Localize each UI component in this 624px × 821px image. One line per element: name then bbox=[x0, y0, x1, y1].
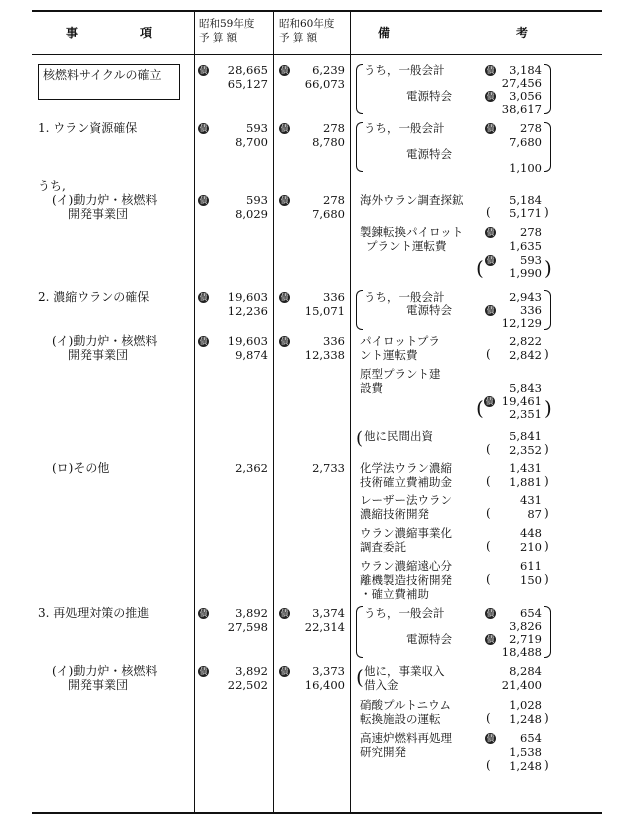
row3-note1b: 5,171 bbox=[509, 206, 542, 220]
bond-marker-icon: 債 bbox=[280, 337, 289, 346]
row8-note3-v2: 1,538 bbox=[509, 745, 542, 759]
row7-note2b: 18,488 bbox=[501, 645, 542, 659]
row5-note1-v2: 2,842 bbox=[509, 348, 542, 362]
paren-close: ) bbox=[544, 396, 552, 420]
bond-marker-icon: 債 bbox=[486, 92, 495, 101]
row2-note2: 電源特会 bbox=[406, 147, 452, 161]
row6-note1-a: 化学法ウラン濃縮 bbox=[360, 461, 452, 475]
bond-marker-icon: 債 bbox=[199, 124, 208, 133]
row8-note3-v3: 1,248 bbox=[509, 759, 542, 773]
row6-note1-b: 技術確立費補助金 bbox=[360, 475, 452, 489]
row6-note1-v2: 1,881 bbox=[509, 475, 542, 489]
row5-note2-v2: 19,461 bbox=[501, 394, 542, 408]
paren-close: ) bbox=[544, 442, 549, 456]
paren-open: ( bbox=[486, 758, 491, 772]
row2-v59b: 8,700 bbox=[235, 135, 268, 149]
row8-v59a: 3,892 bbox=[235, 664, 268, 678]
row1-note1: うち，一般会計 bbox=[364, 63, 445, 77]
row5-note2-b: 設費 bbox=[360, 381, 383, 395]
paren-close: ) bbox=[544, 758, 549, 772]
paren-open: ( bbox=[486, 539, 491, 553]
paren-close: ) bbox=[544, 474, 549, 488]
bond-marker-icon: 債 bbox=[199, 337, 208, 346]
row8-note3-a: 高速炉燃料再処理 bbox=[360, 731, 452, 745]
row7-note2: 電源特会 bbox=[406, 632, 452, 646]
row4-v60b: 15,071 bbox=[304, 304, 345, 318]
row2-note1b: 7,680 bbox=[509, 135, 542, 149]
row8-title-1: (イ)動力炉・核燃料 bbox=[52, 664, 158, 678]
bond-marker-icon: 債 bbox=[280, 124, 289, 133]
row6-title: (ロ)その他 bbox=[52, 461, 110, 475]
row3-note1a: 5,184 bbox=[509, 193, 542, 207]
row5-note1-a: パイロットプラ bbox=[360, 334, 440, 348]
header-fy59-budget: 予 算 額 bbox=[199, 32, 238, 44]
row5-note3-v2: 2,352 bbox=[509, 443, 542, 457]
bond-marker-icon: 債 bbox=[486, 228, 495, 237]
bond-marker-icon: 債 bbox=[486, 306, 495, 315]
col-divider-1 bbox=[194, 10, 195, 813]
row7-v59a: 3,892 bbox=[235, 606, 268, 620]
row3-note2-v3: 593 bbox=[520, 253, 542, 267]
row5-v60b: 12,338 bbox=[304, 348, 345, 362]
paren-open: ( bbox=[486, 442, 491, 456]
row6-note4-a: ウラン濃縮遠心分 bbox=[360, 559, 452, 573]
row1-note2a: 3,056 bbox=[509, 89, 542, 103]
row3-pre: うち, bbox=[38, 179, 66, 193]
row4-note2: 電源特会 bbox=[406, 303, 452, 317]
row7-v60a: 3,374 bbox=[312, 606, 345, 620]
row4-note1a: 2,943 bbox=[509, 290, 542, 304]
bracket-left bbox=[356, 64, 363, 114]
bond-marker-icon: 債 bbox=[280, 609, 289, 618]
row1-note2b: 38,617 bbox=[501, 102, 542, 116]
paren-open: ( bbox=[356, 665, 364, 689]
row3-title-1: (イ)動力炉・核燃料 bbox=[52, 193, 158, 207]
row1-note1b: 27,456 bbox=[501, 76, 542, 90]
row4-v60a: 336 bbox=[323, 290, 345, 304]
row3-v59b: 8,029 bbox=[235, 207, 268, 221]
row3-note1: 海外ウラン調査探鉱 bbox=[360, 193, 464, 207]
bond-marker-icon: 債 bbox=[486, 635, 495, 644]
row8-note2-b: 転換施設の運転 bbox=[360, 712, 441, 726]
row4-v59b: 12,236 bbox=[227, 304, 268, 318]
paren-close: ) bbox=[544, 347, 549, 361]
row4-note1: うち，一般会計 bbox=[364, 290, 445, 304]
row5-note2-a: 原型プラント建 bbox=[360, 367, 441, 381]
row3-v60a: 278 bbox=[323, 193, 345, 207]
bond-marker-icon: 債 bbox=[280, 667, 289, 676]
row5-note1-v1: 2,822 bbox=[509, 334, 542, 348]
col-divider-3 bbox=[350, 10, 351, 813]
paren-close: ) bbox=[544, 539, 549, 553]
bond-marker-icon: 債 bbox=[485, 397, 494, 406]
row5-v60a: 336 bbox=[323, 334, 345, 348]
bottom-rule bbox=[32, 812, 602, 814]
header-jiko-1: 事 bbox=[66, 26, 79, 40]
paren-open: ( bbox=[476, 396, 484, 420]
row6-v60: 2,733 bbox=[312, 461, 345, 475]
paren-open: ( bbox=[486, 711, 491, 725]
row8-note1-v1: 8,284 bbox=[509, 664, 542, 678]
row8-note1-a: 他に，事業収入 bbox=[364, 664, 445, 678]
bond-marker-icon: 債 bbox=[280, 196, 289, 205]
row6-note3-a: ウラン濃縮事業化 bbox=[360, 526, 452, 540]
row2-v60b: 8,780 bbox=[312, 135, 345, 149]
row1-v60a: 6,239 bbox=[312, 63, 345, 77]
bond-marker-icon: 債 bbox=[199, 66, 208, 75]
bond-marker-icon: 債 bbox=[486, 734, 495, 743]
row6-note2-b: 濃縮技術開発 bbox=[360, 507, 429, 521]
row6-note2-v2: 87 bbox=[527, 507, 542, 521]
bracket-right bbox=[544, 290, 551, 330]
row5-v59b: 9,874 bbox=[235, 348, 268, 362]
bond-marker-icon: 債 bbox=[486, 256, 495, 265]
row4-note2b: 12,129 bbox=[501, 316, 542, 330]
paren-open: ( bbox=[486, 506, 491, 520]
row7-title: 3. 再処理対策の推進 bbox=[38, 606, 150, 620]
row3-title-2: 開発事業団 bbox=[68, 207, 129, 221]
paren-close: ) bbox=[544, 256, 552, 280]
row5-note2-v1: 5,843 bbox=[509, 381, 542, 395]
row2-title: 1. ウラン資源確保 bbox=[38, 121, 138, 135]
row7-v60b: 22,314 bbox=[304, 620, 345, 634]
paren-open: ( bbox=[486, 205, 491, 219]
row5-note1-b: ント運転費 bbox=[360, 348, 418, 362]
row2-v59a: 593 bbox=[246, 121, 268, 135]
row3-v60b: 7,680 bbox=[312, 207, 345, 221]
row8-note1-b: 借入金 bbox=[364, 678, 399, 692]
row6-note3-v1: 448 bbox=[520, 526, 542, 540]
bracket-right bbox=[544, 122, 551, 172]
paren-close: ) bbox=[544, 572, 549, 586]
row8-note3-b: 研究開発 bbox=[360, 745, 406, 759]
row5-title-1: (イ)動力炉・核燃料 bbox=[52, 334, 158, 348]
row8-v60b: 16,400 bbox=[304, 678, 345, 692]
row5-note2-v3: 2,351 bbox=[509, 407, 542, 421]
row7-v59b: 27,598 bbox=[227, 620, 268, 634]
bond-marker-icon: 債 bbox=[199, 609, 208, 618]
row2-note1a: 278 bbox=[520, 121, 542, 135]
row2-v60a: 278 bbox=[323, 121, 345, 135]
row4-note2a: 336 bbox=[520, 303, 542, 317]
row3-note2-b: プラント運転費 bbox=[366, 239, 447, 253]
top-rule bbox=[32, 10, 602, 12]
header-fy60: 昭和60年度 bbox=[279, 18, 335, 30]
header-rule bbox=[32, 54, 602, 55]
row8-title-2: 開発事業団 bbox=[68, 678, 129, 692]
row1-note2: 電源特会 bbox=[406, 89, 452, 103]
bond-marker-icon: 債 bbox=[280, 293, 289, 302]
row8-note2-v2: 1,248 bbox=[509, 712, 542, 726]
header-fy60-budget: 予 算 額 bbox=[279, 32, 318, 44]
bond-marker-icon: 債 bbox=[199, 667, 208, 676]
row8-note2-a: 硝酸プルトニウム bbox=[360, 698, 451, 712]
paren-close: ) bbox=[544, 711, 549, 725]
row5-title-2: 開発事業団 bbox=[68, 348, 129, 362]
row4-v59a: 19,603 bbox=[227, 290, 268, 304]
header-biko-1: 備 bbox=[378, 26, 391, 40]
row2-note2b: 1,100 bbox=[509, 161, 542, 175]
row5-note3-v1: 5,841 bbox=[509, 429, 542, 443]
header-fy59: 昭和59年度 bbox=[199, 18, 255, 30]
row6-note4-c: ・確立費補助 bbox=[360, 587, 429, 601]
bracket-left bbox=[356, 122, 363, 172]
bond-marker-icon: 債 bbox=[486, 66, 495, 75]
bond-marker-icon: 債 bbox=[199, 293, 208, 302]
row3-note2-a: 製錬転換パイロット bbox=[360, 225, 464, 239]
paren-open: ( bbox=[486, 474, 491, 488]
row2-note1: うち，一般会計 bbox=[364, 121, 445, 135]
paren-open: ( bbox=[476, 256, 484, 280]
header-biko-2: 考 bbox=[516, 26, 529, 40]
bracket-left bbox=[356, 606, 363, 658]
row6-note4-b: 離機製造技術開発 bbox=[360, 573, 452, 587]
row3-note2-v2: 1,635 bbox=[509, 239, 542, 253]
row7-note2a: 2,719 bbox=[509, 632, 542, 646]
row1-v59b: 65,127 bbox=[227, 77, 268, 91]
row6-note3-v2: 210 bbox=[520, 540, 542, 554]
row6-note4-v2: 150 bbox=[520, 573, 542, 587]
row6-note1-v1: 1,431 bbox=[509, 461, 542, 475]
row8-v59b: 22,502 bbox=[227, 678, 268, 692]
bond-marker-icon: 債 bbox=[199, 196, 208, 205]
row3-v59a: 593 bbox=[246, 193, 268, 207]
paren-open: ( bbox=[486, 572, 491, 586]
header-jiko-2: 項 bbox=[140, 26, 153, 40]
bond-marker-icon: 債 bbox=[486, 609, 495, 618]
bond-marker-icon: 債 bbox=[280, 66, 289, 75]
paren-open: ( bbox=[356, 428, 364, 449]
paren-open: ( bbox=[486, 347, 491, 361]
row4-title: 2. 濃縮ウランの確保 bbox=[38, 290, 150, 304]
row6-note2-v1: 431 bbox=[520, 493, 542, 507]
paren-close: ) bbox=[544, 506, 549, 520]
row8-note3-v1: 654 bbox=[520, 731, 542, 745]
row3-note2-v4: 1,990 bbox=[509, 266, 542, 280]
row6-note3-b: 調査委託 bbox=[360, 540, 406, 554]
row6-note4-v1: 611 bbox=[520, 559, 542, 573]
paren-close: ) bbox=[544, 205, 549, 219]
row7-note1: うち，一般会計 bbox=[364, 606, 445, 620]
row3-note2-v1: 278 bbox=[520, 225, 542, 239]
row5-note3: 他に民間出資 bbox=[364, 429, 433, 443]
bracket-right bbox=[544, 64, 551, 114]
row8-v60a: 3,373 bbox=[312, 664, 345, 678]
row1-title: 核燃料サイクルの確立 bbox=[43, 68, 162, 82]
row8-note1-v2: 21,400 bbox=[501, 678, 542, 692]
bracket-left bbox=[356, 290, 363, 330]
row1-v59a: 28,665 bbox=[227, 63, 268, 77]
row1-note1a: 3,184 bbox=[509, 63, 542, 77]
row6-note2-a: レーザー法ウラン bbox=[360, 493, 452, 507]
row8-note2-v1: 1,028 bbox=[509, 698, 542, 712]
row1-v60b: 66,073 bbox=[304, 77, 345, 91]
bracket-right bbox=[544, 606, 551, 658]
col-divider-2 bbox=[273, 10, 274, 813]
row7-note1b: 3,826 bbox=[509, 619, 542, 633]
bond-marker-icon: 債 bbox=[486, 124, 495, 133]
row6-v59: 2,362 bbox=[235, 461, 268, 475]
row7-note1a: 654 bbox=[520, 606, 542, 620]
row5-v59a: 19,603 bbox=[227, 334, 268, 348]
